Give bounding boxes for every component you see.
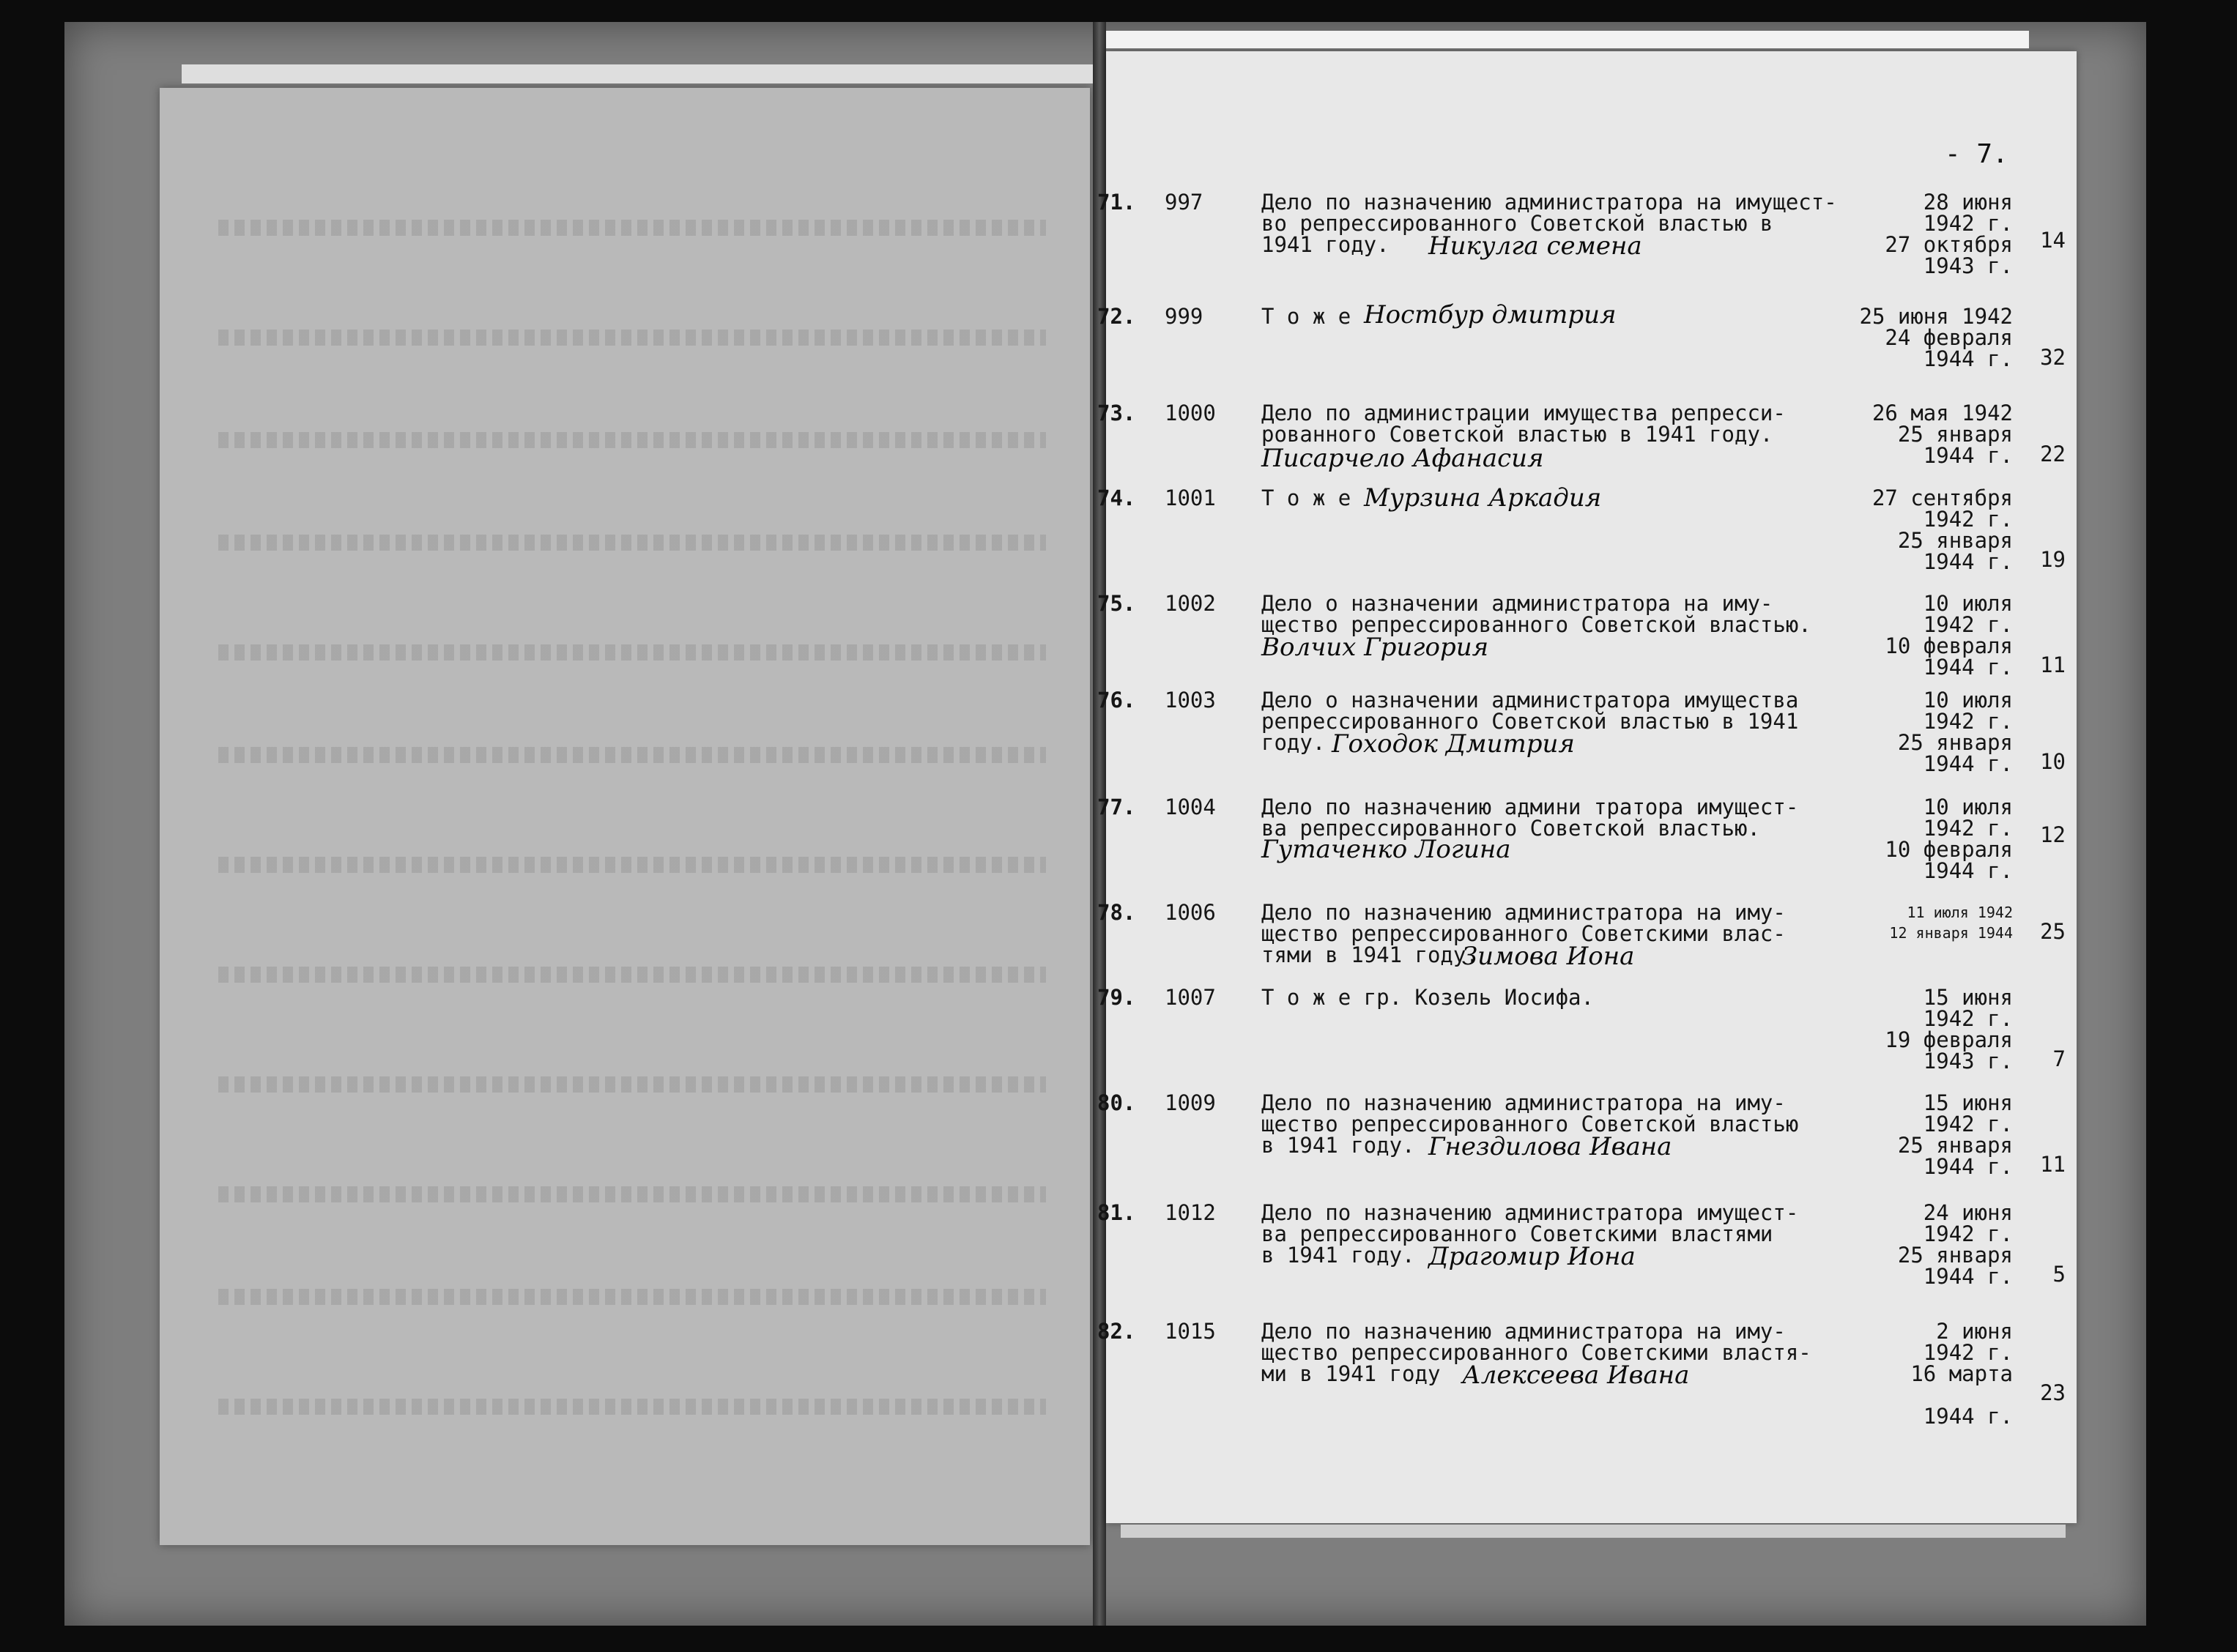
archive-number: 1003 (1165, 688, 1216, 712)
entry-dates: 11 июля 1942 12 января 1944 (1889, 904, 2013, 942)
archive-number: 1004 (1165, 795, 1216, 819)
entry-description: Дело о назначении администратора на иму- щество репрессированного Советской властью. (1261, 591, 1811, 637)
handwritten-name: Никулга семена (1428, 231, 1642, 261)
sheet-count: 11 (2040, 652, 2066, 677)
entry-number: 71. (1097, 190, 1136, 215)
sheet-count: 7 (2052, 1046, 2066, 1071)
entry-description: Дело по назначению администратора на иму- щество репрессированного Советскими властя- ми в 1941 году (1261, 1319, 1811, 1386)
sheet-count: 14 (2040, 228, 2066, 253)
sheet-count: 23 (2040, 1380, 2066, 1405)
entry-description: Дело по назначению администратора на имущест- во репрессированного Советской властью в 1941 году. (1261, 190, 1837, 257)
entry-dates: 15 июня 1942 г. 19 февраля 1943 г. (1885, 985, 2013, 1074)
entry-description: Дело по назначению администратора на иму- щество репрессированного Советской властью в 1941 году. (1261, 1090, 1799, 1158)
entry-dates: 15 июня 1942 г. 25 января 1944 г. (1897, 1090, 2013, 1179)
entry-description: Дело по назначению администратора на иму- щество репрессированного Советскими влас- тями в 1941 году. (1261, 900, 1786, 967)
entry-number: 78. (1097, 900, 1136, 925)
entry-number: 75. (1097, 591, 1136, 616)
bleed-line (218, 1076, 1046, 1093)
handwritten-name: Гутаченко Логина (1261, 835, 1511, 864)
sheet-count: 5 (2052, 1262, 2066, 1287)
bleed-line (218, 220, 1046, 236)
archive-number: 1002 (1165, 591, 1216, 616)
sheet-count: 12 (2040, 822, 2066, 847)
archive-number: 1007 (1165, 985, 1216, 1010)
page-number: - 7. (1945, 139, 2008, 169)
bleed-line (218, 967, 1046, 983)
handwritten-name: Ностбур дмитрия (1364, 300, 1617, 330)
entry-dates: 10 июля 1942 г. 25 января 1944 г. (1897, 688, 2013, 776)
sheet-count: 25 (2040, 919, 2066, 944)
entry-dates: 26 мая 1942 25 января 1944 г. (1871, 401, 2013, 468)
left-sheet-edge (182, 64, 1097, 83)
entry-description: Т о ж е (1261, 485, 1351, 510)
archive-number: 1012 (1165, 1200, 1216, 1225)
right-sheet-edge-bottom (1121, 1525, 2066, 1538)
handwritten-name: Зимова Иона (1462, 942, 1635, 971)
entry-dates: 28 июня 1942 г. 27 октября 1943 г. (1885, 190, 2013, 278)
archive-number: 1000 (1165, 401, 1216, 425)
right-sheet-edge (1106, 31, 2029, 48)
bleed-line (218, 747, 1046, 763)
bleed-line (218, 1399, 1046, 1415)
archive-number: 1006 (1165, 900, 1216, 925)
bleed-line (218, 644, 1046, 661)
entry-number: 79. (1097, 985, 1136, 1010)
bleed-line (218, 1186, 1046, 1202)
sheet-count: 10 (2040, 749, 2066, 774)
entry-description: Т о ж е гр. Козель Иосифа. (1261, 985, 1594, 1010)
entry-dates: 10 июля 1942 г. 10 февраля 1944 г. (1885, 795, 2013, 883)
entry-description: Дело по администрации имущества репресси- рованного Советской властью в 1941 году. (1261, 401, 1786, 447)
sheet-count: 11 (2040, 1152, 2066, 1177)
entry-description: Т о ж е (1261, 304, 1351, 329)
entry-dates: 27 сентября 1942 г. 25 января 1944 г. (1871, 485, 2013, 574)
bleed-line (218, 1289, 1046, 1305)
entry-number: 73. (1097, 401, 1136, 425)
entry-description: Дело по назначению админи тратора имущест- ва репрессированного Советской властью. (1261, 795, 1799, 841)
sheet-count: 32 (2040, 345, 2066, 370)
handwritten-name: Алексеева Ивана (1462, 1361, 1690, 1390)
entry-dates: 2 июня 1942 г. 16 марта 1944 г. (1910, 1319, 2013, 1429)
sheet-count: 19 (2040, 547, 2066, 572)
left-page-bleedthrough (160, 88, 1090, 1545)
archive-number: 999 (1165, 304, 1203, 329)
sheet-count: 22 (2040, 442, 2066, 466)
entry-number: 81. (1097, 1200, 1136, 1225)
bleed-line (218, 857, 1046, 873)
entry-dates: 10 июля 1942 г. 10 февраля 1944 г. (1885, 591, 2013, 680)
handwritten-name: Гоходок Дмитрия (1332, 729, 1575, 759)
entry-number: 76. (1097, 688, 1136, 712)
handwritten-name: Гнездилова Ивана (1428, 1132, 1672, 1161)
handwritten-name: Волчих Григория (1261, 633, 1489, 662)
entry-number: 82. (1097, 1319, 1136, 1344)
entry-number: 72. (1097, 304, 1136, 329)
book-spine (1093, 22, 1106, 1626)
archive-number: 1009 (1165, 1090, 1216, 1115)
entry-description: Дело по назначению администратора имущест- ва репрессированного Советскими властями в 1941 году. (1261, 1200, 1799, 1268)
handwritten-name: Драгомир Иона (1428, 1242, 1636, 1271)
bleed-line (218, 432, 1046, 448)
entry-number: 77. (1097, 795, 1136, 819)
entry-dates: 24 июня 1942 г. 25 января 1944 г. (1897, 1200, 2013, 1289)
bleed-line (218, 535, 1046, 551)
entry-number: 80. (1097, 1090, 1136, 1115)
bleed-line (218, 330, 1046, 346)
archive-number: 1001 (1165, 485, 1216, 510)
archive-number: 997 (1165, 190, 1203, 215)
handwritten-name: Писарчело Афанасия (1261, 444, 1544, 473)
entry-number: 74. (1097, 485, 1136, 510)
handwritten-name: Мурзина Аркадия (1364, 483, 1602, 513)
archive-number: 1015 (1165, 1319, 1216, 1344)
entry-description: Дело о назначении администратора имущества репрессированного Советской властью в 1941 году. (1261, 688, 1799, 755)
entry-dates: 25 июня 1942 24 февраля 1944 г. (1859, 304, 2013, 371)
